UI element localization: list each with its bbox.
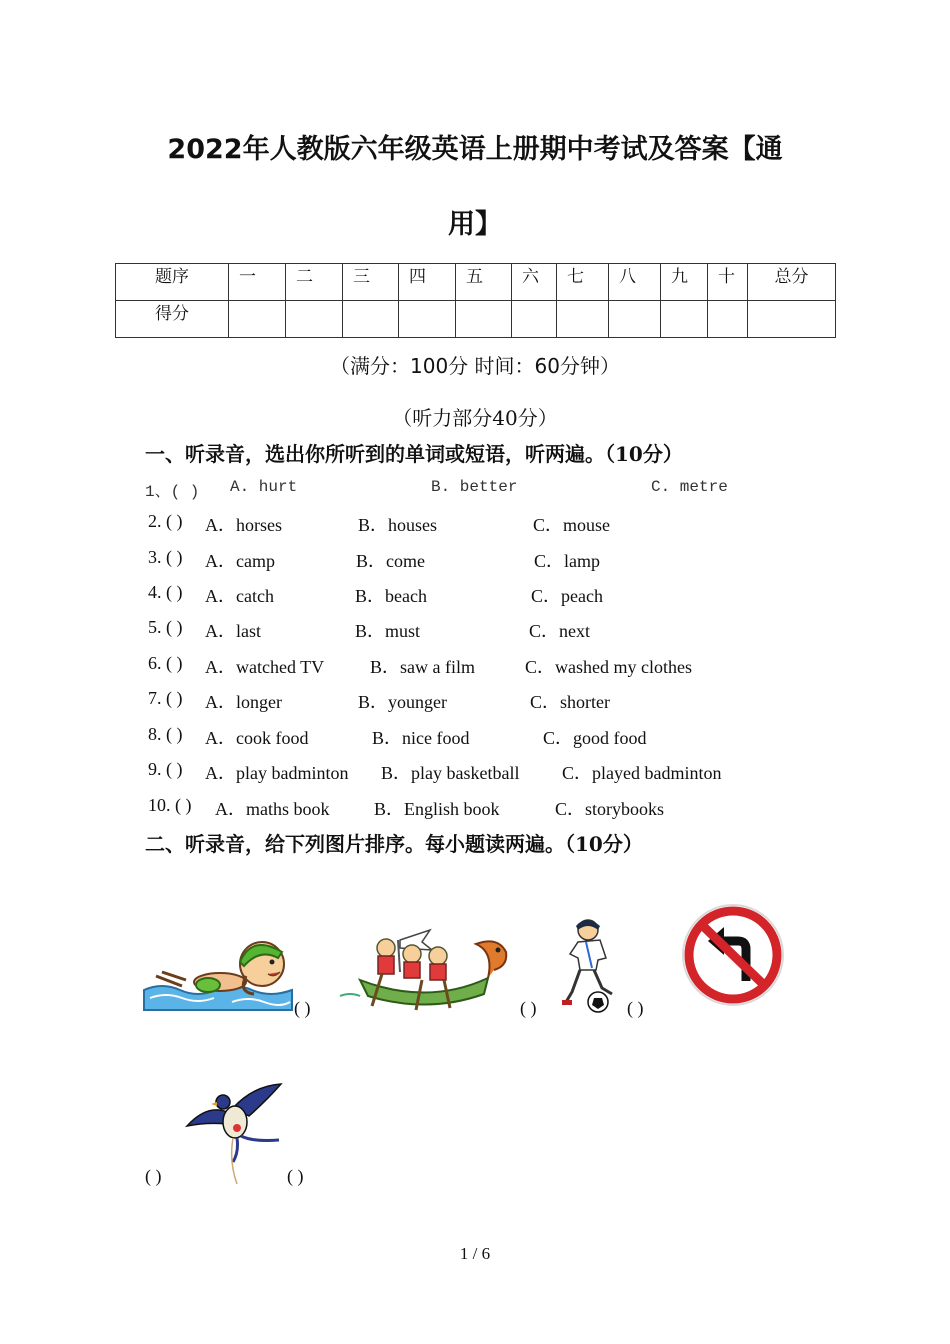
table-header-cell: 题序 <box>116 264 229 301</box>
score-cell[interactable] <box>229 301 286 338</box>
table-header-cell: 六 <box>512 264 557 301</box>
exam-info: （满分：100分 时间：60分钟） <box>330 354 620 378</box>
soccer-player-picture <box>558 918 624 1014</box>
score-cell[interactable] <box>286 301 343 338</box>
score-cell[interactable] <box>343 301 399 338</box>
option-b: B．English book <box>374 799 500 819</box>
question-number: 4. ( ) <box>148 582 183 602</box>
option-a: A．play badminton <box>205 763 349 783</box>
listening-header: （听力部分40分） <box>392 406 558 430</box>
option-a: A．cook food <box>205 728 309 748</box>
question-number: 5. ( ) <box>148 617 183 637</box>
option-a: A．longer <box>205 692 282 712</box>
dragon-boat-picture <box>338 922 508 1014</box>
option-c: C．shorter <box>530 692 610 712</box>
table-header-cell: 二 <box>286 264 343 301</box>
table-header-cell: 四 <box>399 264 456 301</box>
option-b: B．nice food <box>372 728 470 748</box>
question-number: 9. ( ) <box>148 759 183 779</box>
option-c: C．next <box>529 621 590 641</box>
question-number: 10. ( ) <box>148 795 192 815</box>
table-header-cell: 十 <box>708 264 748 301</box>
question-number: 1、( ) <box>145 483 200 501</box>
swallow-kite-picture <box>183 1082 285 1186</box>
option-a: A．camp <box>205 551 275 571</box>
option-c: C．played badminton <box>562 763 722 783</box>
score-cell[interactable] <box>456 301 512 338</box>
option-c: C．good food <box>543 728 647 748</box>
page-title: 2022年人教版六年级英语上册期中考试及答案【通 <box>167 134 783 165</box>
option-c: C．peach <box>531 586 603 606</box>
question-number: 8. ( ) <box>148 724 183 744</box>
page-number: 1 / 6 <box>459 1244 491 1263</box>
table-header-cell: 七 <box>557 264 609 301</box>
option-b: B．beach <box>355 586 427 606</box>
table-header-cell: 一 <box>229 264 286 301</box>
score-cell[interactable] <box>661 301 708 338</box>
question-number: 7. ( ) <box>148 688 183 708</box>
score-cell[interactable] <box>708 301 748 338</box>
score-cell[interactable] <box>399 301 456 338</box>
option-b: B．houses <box>358 515 438 535</box>
score-table-header-row <box>116 264 836 301</box>
option-a: A．maths book <box>215 799 330 819</box>
table-header-cell: 五 <box>456 264 512 301</box>
answer-blank[interactable]: ( ) <box>287 1166 304 1186</box>
page-title-continued: 用】 <box>448 209 502 240</box>
question-number: 3. ( ) <box>148 547 183 567</box>
table-header-cell: 九 <box>661 264 708 301</box>
score-cell[interactable] <box>748 301 836 338</box>
option-a: A．catch <box>205 586 274 606</box>
option-c: C．mouse <box>533 515 611 535</box>
option-a: A．last <box>205 621 261 641</box>
section2-title: 二、听录音，给下列图片排序。每小题读两遍。（10分） <box>145 832 643 856</box>
option-c: C．storybooks <box>555 799 665 819</box>
section1-title: 一、听录音，选出你所听到的单词或短语，听两遍。（10分） <box>145 442 683 466</box>
score-cell[interactable] <box>512 301 557 338</box>
option-b: B. better <box>431 478 518 496</box>
table-row-label: 得分 <box>116 301 229 338</box>
answer-blank[interactable]: ( ) <box>520 998 537 1018</box>
answer-blank[interactable]: ( ) <box>627 998 644 1018</box>
answer-blank[interactable]: ( ) <box>145 1166 162 1186</box>
table-header-cell: 总分 <box>748 264 836 301</box>
option-b: B．play basketball <box>381 763 520 783</box>
question-number: 6. ( ) <box>148 653 183 673</box>
option-b: B．younger <box>358 692 447 712</box>
table-header-cell: 三 <box>343 264 399 301</box>
score-cell[interactable] <box>557 301 609 338</box>
option-c: C．lamp <box>534 551 600 571</box>
question-number: 2. ( ) <box>148 511 183 531</box>
option-c: C. metre <box>651 478 728 496</box>
option-a: A. hurt <box>230 478 298 496</box>
option-b: B．saw a film <box>370 657 475 677</box>
option-b: B．must <box>355 621 421 641</box>
table-header-cell: 八 <box>609 264 661 301</box>
score-table-score-row <box>116 301 836 338</box>
no-left-turn-sign-icon <box>680 903 786 1007</box>
score-table <box>115 263 836 338</box>
option-a: A．horses <box>205 515 282 535</box>
option-c: C．washed my clothes <box>525 657 692 677</box>
option-a: A．watched TV <box>205 657 325 677</box>
option-b: B．come <box>356 551 425 571</box>
score-cell[interactable] <box>609 301 661 338</box>
answer-blank[interactable]: ( ) <box>294 998 311 1018</box>
swimmer-picture <box>142 932 298 1014</box>
